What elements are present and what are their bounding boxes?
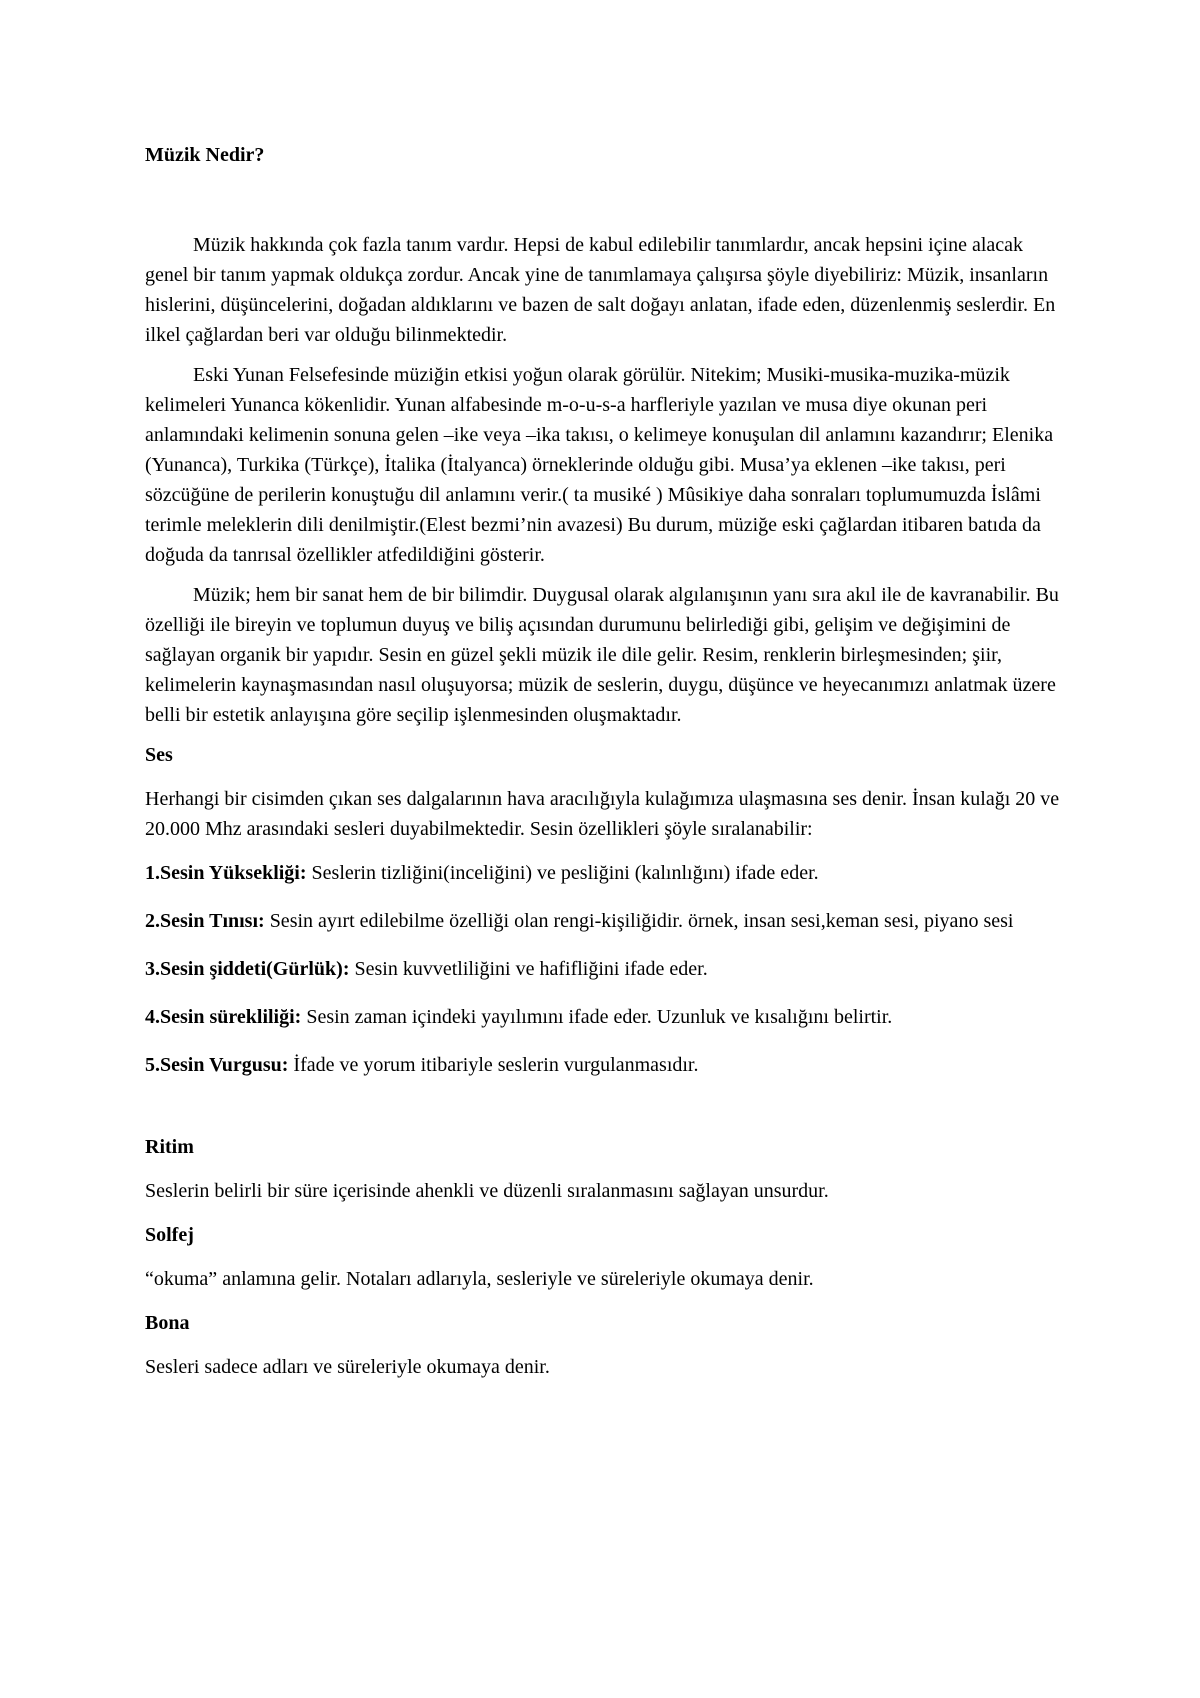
bona-paragraph: Sesleri sadece adları ve süreleriyle okumaya denir. bbox=[145, 1356, 550, 1378]
ses-property-text: Seslerin tizliğini(inceliğini) ve pesliğini (kalınlığını) ifade eder. bbox=[306, 862, 819, 884]
page-title: Müzik Nedir? bbox=[145, 144, 265, 166]
ses-property-text: İfade ve yorum itibariyle seslerin vurgulanmasıdır. bbox=[288, 1054, 699, 1076]
intro-paragraph-1: Müzik hakkında çok fazla tanım vardır. Hepsi de kabul edilebilir tanımlardır, ancak hepsini içine alacak genel bir tanım yapmak oldukça zordur. Ancak yine de tanımlamaya çalışırsa şöyle diyebiliriz: Müzik, insanların hislerini, düşüncelerini, doğadan aldıklarını ve bazen de salt doğayı anlatan, ifade eden, düzenlenmiş seslerdir. En ilkel çağlardan beri var olduğu bilinmektedir. bbox=[145, 234, 1056, 346]
ses-property-text: Sesin ayırt edilebilme özelliği olan rengi-kişiliğidir. örnek, insan sesi,keman sesi, piyano sesi bbox=[264, 910, 1014, 932]
ses-paragraph: Herhangi bir cisimden çıkan ses dalgalarının hava aracılığıyla kulağımıza ulaşmasına ses denir. İnsan kulağı 20 ve 20.000 Mhz arasındaki sesleri duyabilmektedir. Sesin özellikleri şöyle sıralanabilir: bbox=[145, 788, 1060, 840]
section-heading-bona: Bona bbox=[145, 1312, 190, 1334]
solfej-paragraph: “okuma” anlamına gelir. Notaları adlarıyla, sesleriyle ve süreleriyle okumaya denir. bbox=[145, 1268, 814, 1290]
intro-paragraph-2: Eski Yunan Felsefesinde müziğin etkisi yoğun olarak görülür. Nitekim; Musiki-musika-muzika-müzik kelimeleri Yunanca kökenlidir. Yunan alfabesinde m-o-u-s-a harfleriyle yazılan ve musa diye okunan peri anlamındaki kelimenin sonuna gelen –ike veya –ika takısı, o kelimeye konuşulan dil anlamını kazandırır; Elenika (Yunanca), Turkika (Türkçe), İtalika (İtalyanca) örneklerinde olduğu gibi. Musa’ya eklenen –ike takısı, peri sözcüğüne de perilerin konuştuğu dil anlamını verir.( ta musiké ) Mûsikiye daha sonraları toplumumuzda İslâmi terimle meleklerin dili denilmiştir.(Elest bezmi’nin avazesi) Bu durum, müziğe eski çağlardan itibaren batıda da doğuda da tanrısal özellikler atfedildiğini gösterir. bbox=[145, 364, 1054, 566]
ses-property-label: 3.Sesin şiddeti(Gürlük): bbox=[145, 958, 350, 980]
ses-property-label: 4.Sesin sürekliliği: bbox=[145, 1006, 302, 1028]
intro-paragraph-3: Müzik; hem bir sanat hem de bir bilimdir. Duygusal olarak algılanışının yanı sıra akıl ile de kavranabilir. Bu özelliği ile bireyin ve toplumun duyuş ve biliş açısından durumunu belirlediği gibi, gelişim ve değişimini de sağlayan organik bir yapıdır. Sesin en güzel şekli müzik ile dile gelir. Resim, renklerin birleşmesinden; şiir, kelimelerin kaynaşmasından nasıl oluşuyorsa; müzik de seslerin, duygu, düşünce ve heyecanımızı anlatmak üzere belli bir estetik anlayışına göre seçilip işlenmesinden oluşmaktadır. bbox=[145, 584, 1059, 726]
ses-property-4 bbox=[145, 1002, 1060, 1032]
section-heading-ritim: Ritim bbox=[145, 1136, 194, 1158]
section-heading-solfej: Solfej bbox=[145, 1224, 194, 1246]
ses-property-3 bbox=[145, 954, 1060, 984]
ses-property-5 bbox=[145, 1050, 1060, 1080]
ses-property-text: Sesin zaman içindeki yayılımını ifade eder. Uzunluk ve kısalığını belirtir. bbox=[301, 1006, 893, 1028]
section-heading-ses: Ses bbox=[145, 744, 173, 766]
ses-property-1 bbox=[145, 858, 1060, 888]
ses-property-label: 5.Sesin Vurgusu: bbox=[145, 1054, 289, 1076]
ritim-paragraph: Seslerin belirli bir süre içerisinde ahenkli ve düzenli sıralanmasını sağlayan unsurdur. bbox=[145, 1180, 829, 1202]
ses-property-label: 1.Sesin Yüksekliği: bbox=[145, 862, 307, 884]
ses-property-2 bbox=[145, 906, 1060, 936]
ses-property-text: Sesin kuvvetliliğini ve hafifliğini ifade eder. bbox=[349, 958, 708, 980]
ses-property-label: 2.Sesin Tınısı: bbox=[145, 910, 265, 932]
document-page bbox=[145, 140, 1060, 1396]
